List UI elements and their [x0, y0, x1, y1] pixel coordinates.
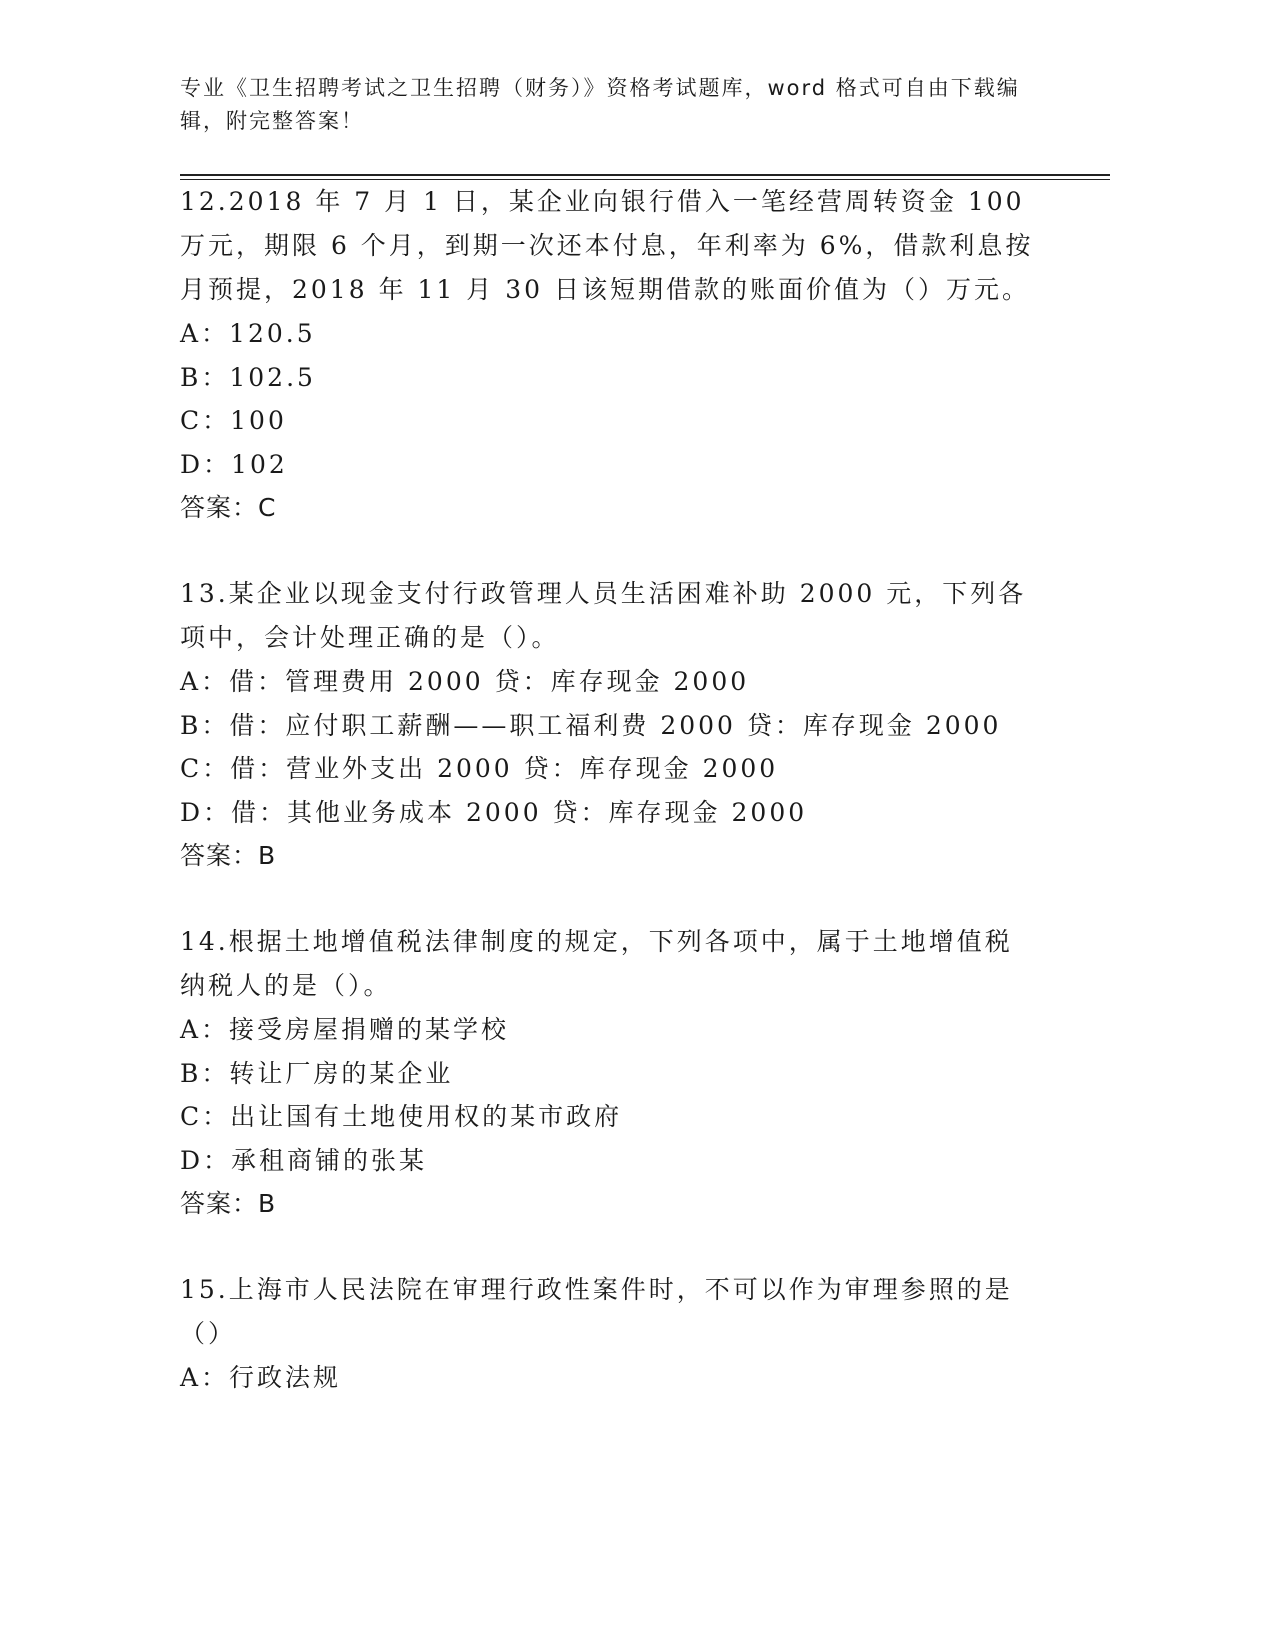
question-14: [180, 920, 1040, 1226]
option-a: A：行政法规: [180, 1363, 342, 1392]
question-13: [180, 572, 1040, 878]
header-divider-thick: [180, 174, 1110, 176]
option-a: A：120.5: [180, 319, 316, 348]
option-c: C：出让国有土地使用权的某市政府: [180, 1102, 623, 1131]
answer: 答案：B: [180, 841, 277, 870]
option-d: D：102: [180, 449, 288, 479]
option-c: C：100: [180, 406, 287, 435]
question-stem: 13.某企业以现金支付行政管理人员生活困难补助 2000 元，下列各项中，会计处理正确的是（）。: [180, 579, 1027, 652]
question-stem: 15.上海市人民法院在审理行政性案件时，不可以作为审理参照的是（）: [180, 1275, 1013, 1348]
question-stem: 12.2018 年 7 月 1 日，某企业向银行借入一笔经营周转资金 100 万元，期限 6 个月，到期一次还本付息，年利率为 6%，借款利息按月预提，2018 年 11 月 30 日该短期借款的账面价值为（）万元。: [180, 187, 1034, 304]
option-c: C：借：营业外支出 2000 贷：库存现金 2000: [180, 754, 779, 783]
question-12: [180, 180, 1040, 530]
option-b: B：借：应付职工薪酬——职工福利费 2000 贷：库存现金 2000: [180, 710, 1002, 740]
answer: 答案：B: [180, 1189, 277, 1218]
option-b: B：转让厂房的某企业: [180, 1058, 454, 1088]
option-b: B：102.5: [180, 362, 316, 392]
answer: 答案：C: [180, 493, 277, 522]
document-header: 专业《卫生招聘考试之卫生招聘（财务）》资格考试题库，word 格式可自由下载编辑，附完整答案！: [180, 76, 1020, 133]
option-a: A：借：管理费用 2000 贷：库存现金 2000: [180, 667, 750, 696]
option-a: A：接受房屋捐赠的某学校: [180, 1015, 510, 1044]
option-d: D：借：其他业务成本 2000 贷：库存现金 2000: [180, 797, 808, 827]
question-stem: 14.根据土地增值税法律制度的规定，下列各项中，属于土地增值税纳税人的是（）。: [180, 927, 1013, 1000]
option-d: D：承租商铺的张某: [180, 1145, 428, 1175]
question-15: [180, 1268, 1040, 1400]
